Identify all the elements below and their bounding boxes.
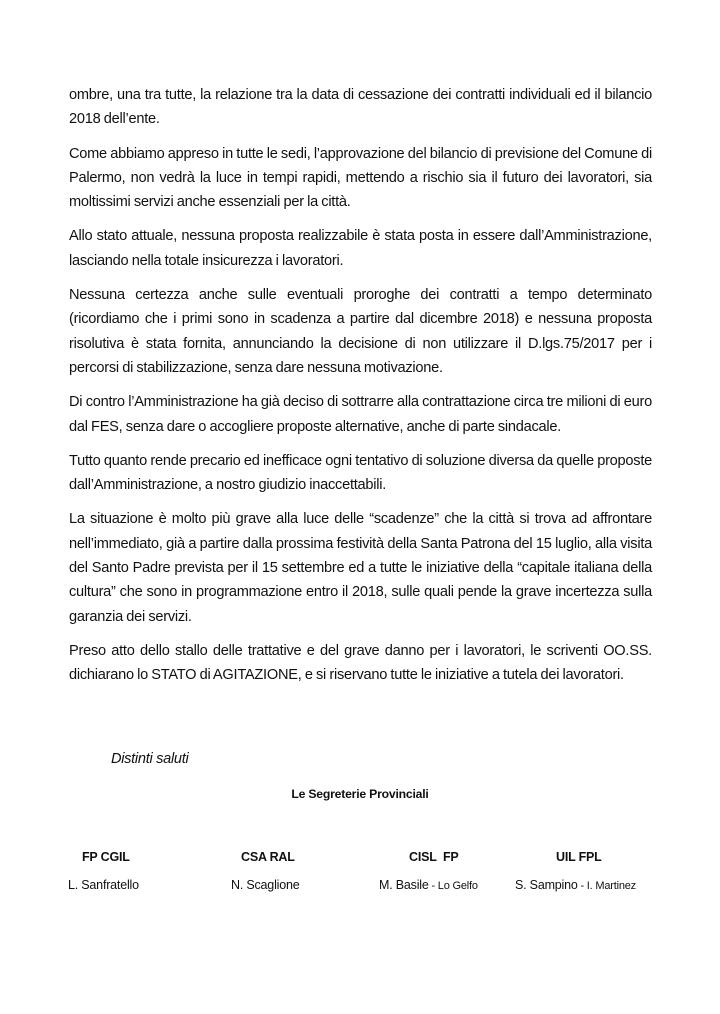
paragraph-deadlines: La situazione è molto più grave alla luce delle “scadenze” che la città si trova ad affrontare nell’immediato, già a partire dalla prossima festività della Santa Patrona del 15 luglio, alla visita del Santo Padre prevista per il 15 settembre ed a tutte le iniziative della “capitale italiana della cultura” che sono in programmazione entro il 2018, sulle quali pende la grave incertezza sulla garanzia dei servizi. — [69, 511, 652, 625]
union-name: CISL FP — [409, 850, 459, 864]
signatory-name-extra: - Lo Gelfo — [428, 880, 478, 892]
signatory-names — [515, 878, 636, 892]
paragraph-budget-approval: Come abbiamo appreso in tutte le sedi, l’approvazione del bilancio di previsione del Comune di Palermo, non vedrà la luce in tempi rapidi, mettendo a rischio sia il futuro dei lavoratori, sia moltissimi servizi anche essenziali per la città. — [69, 145, 652, 211]
paragraph-state-of-agitation: Preso atto dello stallo delle trattative e del grave danno per i lavoratori, le scriventi OO.SS. dichiarano lo STATO di AGITAZIONE, e si riservano tutte le iniziative a tutela dei lavoratori. — [69, 642, 652, 684]
closing-salutation: Distinti saluti — [111, 751, 189, 767]
union-name: UIL FPL — [556, 850, 602, 864]
signature-heading: Le Segreterie Provinciali — [291, 787, 429, 801]
union-name: CSA RAL — [241, 850, 295, 864]
signatory-names — [231, 878, 299, 892]
signatory-name-extra: - I. Martinez — [577, 880, 636, 892]
signatory-names — [379, 878, 478, 892]
signatory-name: N. Scaglione — [231, 878, 300, 892]
paragraph-current-state: Allo stato attuale, nessuna proposta realizzabile è stata posta in essere dall’Amministrazione, lasciando nella totale insicurezza i lavoratori. — [69, 228, 652, 269]
signatory-uil-fpl — [515, 850, 636, 892]
union-name: FP CGIL — [82, 850, 130, 864]
paragraph-budget-relation: ombre, una tra tutte, la relazione tra la data di cessazione dei contratti individuali ed il bilancio 2018 dell’ente. — [69, 87, 652, 128]
paragraph-fes-funds: Di contro l’Amministrazione ha già deciso di sottrarre alla contrattazione circa tre milioni di euro dal FES, senza dare o accogliere proposte alternative, anche di parte sindacale. — [69, 394, 652, 435]
signatory-fp-cgil — [68, 850, 139, 892]
letter-body — [69, 83, 652, 698]
paragraph-contract-extensions: Nessuna certezza anche sulle eventuali proroghe dei contratti a tempo determinato (ricordiamo che i primi sono in scadenza a partire dal dicembre 2018) e nessuna proposta risolutiva è stata fornita, annunciando la decisione di non utilizzare il D.lgs.75/2017 per i percorsi di stabilizzazione, senza dare nessuna motivazione. — [69, 287, 652, 376]
signatory-name: L. Sanfratello — [68, 878, 139, 892]
paragraph-precarious-solutions: Tutto quanto rende precario ed inefficace ogni tentativo di soluzione diversa da quelle proposte dall’Amministrazione, a nostro giudizio inaccettabili. — [69, 452, 652, 494]
signatory-names — [68, 878, 139, 892]
signatory-csa-ral — [231, 850, 300, 892]
signatory-name: S. Sampino — [515, 878, 578, 892]
signatory-name: M. Basile — [379, 878, 429, 892]
signatory-cisl-fp — [379, 850, 478, 892]
